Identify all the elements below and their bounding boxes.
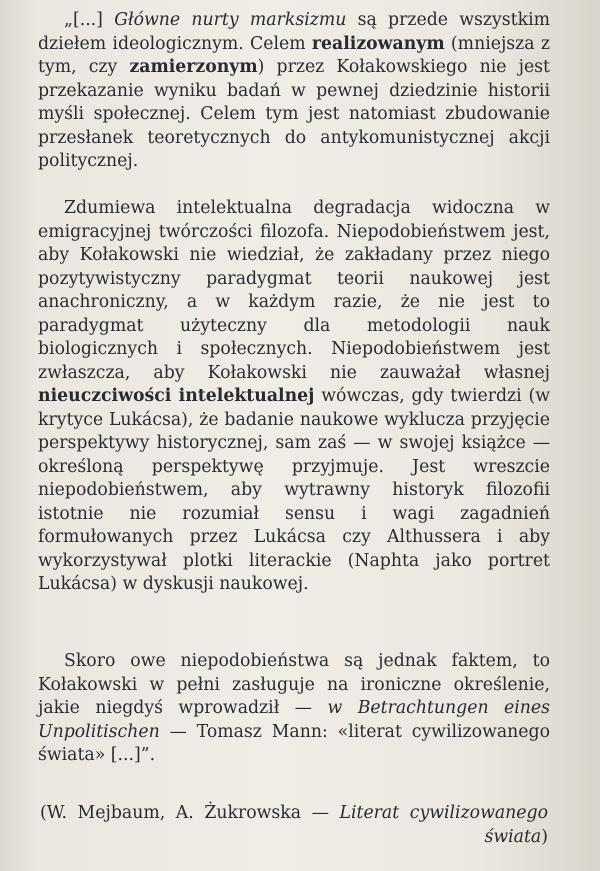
book-title: Główne nurty marksizmu [114,10,347,30]
source-citation [40,802,548,849]
bold-realizowanym: realizowanym [311,33,445,54]
paragraph-1 [38,9,550,174]
paragraph-2-text-b: wówczas, gdy twierdzi (w krytyce Lukácsa), że badanie naukowe wyklucza przyjęcie perspektywy historycznej, sam zaś — w swojej książce — określoną perspektywę przyjmuje. Jest wreszcie niepodobieństwem, aby wytrawny historyk filozofii istotnie nie rozumiał sensu i wagi zagadnień formułowanych przez Lukácsa czy Althussera i aby wykorzystywał plotki literackie (Naphta jako portret Lukácsa) w dyskusji naukowej. [38,386,551,594]
paragraph-3 [38,650,550,768]
paragraph-2-text-a: Zdumiewa intelektualna degradacja widoczna w emigracyjnej twórczości filozofa. Niepodobieństwem jest, aby Kołakowski nie wiedział, że zakładany przez niego pozytywistyczny paradygmat teorii naukowej jest anachroniczny, a w każdym razie, że nie jest to paradygmat użyteczny dla metodologii nauk biologicznych i społecznych. Niepodobieństwem jest zwłaszcza, aby Kołakowski nie zauważał własnej [38,198,550,383]
paragraph-1-text-b: (mniejsza z tym, czy [38,33,550,77]
bold-zamierzonym: zamierzonym [129,57,258,77]
bold-nieuczciwosci: nieuczciwości intelektualnej [38,386,315,406]
italic-betrachtungen: w Betrachtungen eines Unpolitischen [38,698,550,742]
paragraph-1-text-a: są przede wszystkim dziełem ideologicznym. Celem [38,10,550,54]
paragraph-3-text-b: — Tomasz Mann: «literat cywilizowanego świata» [...]”. [38,721,550,765]
citation-title: Literat cywilizowanego świata [339,803,549,847]
quote-open: „[...] [64,10,115,30]
citation-close: ) [541,826,548,847]
paragraph-2 [38,197,550,597]
paragraph-1-text-c: ) przez Kołakowskiego nie jest przekazanie wyniku badań w pewnej dziedzinie historii myśli społecznej. Celem tym jest natomiast zbudowanie przesłanek teoretycznych do antykomunistycznej akcji politycznej. [38,57,550,171]
citation-authors: (W. Mejbaum, A. Żukrowska — [40,803,340,823]
paragraph-3-text-a: Skoro owe niepodobieństwa są jednak faktem, to Kołakowski w pełni zasługuje na ironiczne określenie, jakie niegdyś wprowadził — [38,651,550,718]
